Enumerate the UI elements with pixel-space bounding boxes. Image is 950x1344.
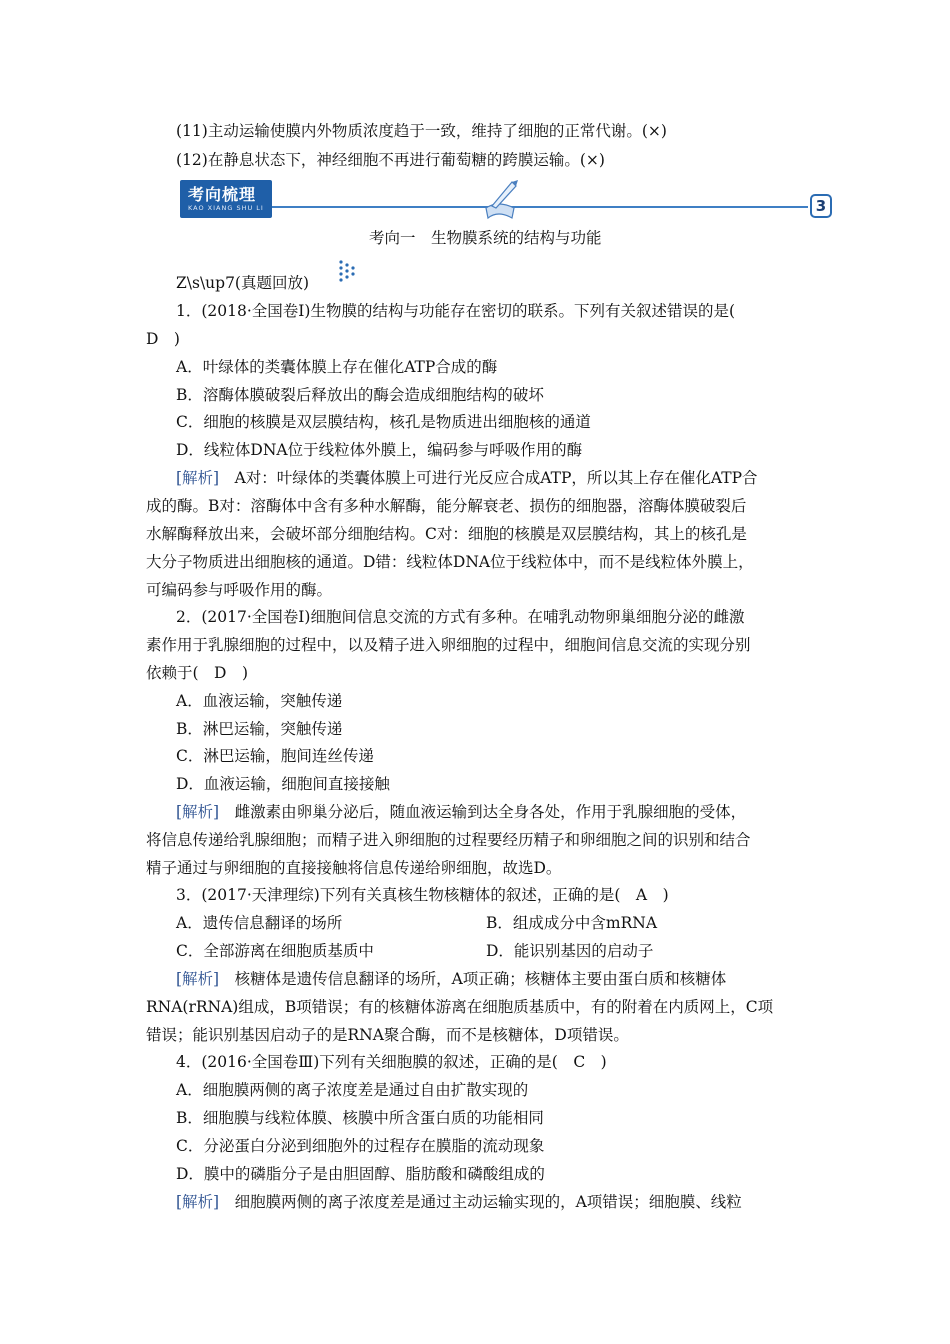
q3-explanation-line3: 错误；能识别基因启动子的是RNA聚合酶，而不是核糖体，D项错误。 xyxy=(146,1026,629,1044)
q4-explanation-line1: [解析] 细胞膜两侧的离子浓度差是通过主动运输实现的，A项错误；细胞膜、线粒 xyxy=(176,1193,742,1211)
chevron-dots-icon xyxy=(337,258,359,284)
section-heading: 考向一 生物膜系统的结构与功能 xyxy=(369,229,602,247)
q1-explanation-line4: 大分子物质进出细胞核的通道。D错：线粒体DNA位于线粒体中，而不是线粒体外膜上， xyxy=(146,553,754,571)
explanation-tag: [解析] xyxy=(176,469,220,487)
q3-option-b: B．组成成分中含mRNA xyxy=(486,914,658,932)
banner-title-box xyxy=(180,180,272,218)
explanation-tag: [解析] xyxy=(176,970,220,988)
banner-number: 3 xyxy=(810,194,832,218)
q2-explanation-line3: 精子通过与卵细胞的直接接触将信息传递给卵细胞，故选D。 xyxy=(146,859,562,877)
q1-explanation-line5: 可编码参与呼吸作用的酶。 xyxy=(146,581,333,599)
q1-explanation-line1: [解析] A对：叶绿体的类囊体膜上可进行光反应合成ATP，所以其上存在催化ATP合 xyxy=(176,469,758,487)
q2-option-b: B．淋巴运输，突触传递 xyxy=(176,720,343,738)
banner-pinyin: KAO XIANG SHU LI xyxy=(188,204,264,212)
q3-option-d: D．能识别基因的启动子 xyxy=(486,942,654,960)
q4-option-c: C．分泌蛋白分泌到细胞外的过程存在膜脂的流动现象 xyxy=(176,1137,545,1155)
q1-option-d: D．线粒体DNA位于线粒体外膜上，编码参与呼吸作用的酶 xyxy=(176,441,583,459)
q2-explanation-line1: [解析] 雌激素由卵巢分泌后，随血液运输到达全身各处，作用于乳腺细胞的受体， xyxy=(176,803,747,821)
q2-option-d: D．血液运输，细胞间直接接触 xyxy=(176,775,390,793)
q4-option-d: D．膜中的磷脂分子是由胆固醇、脂肪酸和磷酸组成的 xyxy=(176,1165,545,1183)
q2-option-a: A．血液运输，突触传递 xyxy=(176,692,343,710)
q3-explanation-line2: RNA(rRNA)组成，B项错误；有的核糖体游离在细胞质基质中，有的附着在内质网上，C项 xyxy=(146,998,774,1016)
q1-stem-line2: D ) xyxy=(146,330,180,348)
q3-option-c: C．全部游离在细胞质基质中 xyxy=(176,942,374,960)
statement-11: (11)主动运输使膜内外物质浓度趋于一致，维持了细胞的正常代谢。(×) xyxy=(176,122,667,140)
q1-stem-line1: 1．(2018·全国卷Ⅰ)生物膜的结构与功能存在密切的联系。下列有关叙述错误的是( xyxy=(176,302,736,320)
explanation-tag: [解析] xyxy=(176,1193,220,1211)
q2-stem-line1: 2．(2017·全国卷Ⅰ)细胞间信息交流的方式有多种。在哺乳动物卵巢细胞分泌的雌激 xyxy=(176,608,745,626)
q1-option-a: A．叶绿体的类囊体膜上存在催化ATP合成的酶 xyxy=(176,358,498,376)
q3-stem: 3．(2017·天津理综)下列有关真核生物核糖体的叙述，正确的是( A ) xyxy=(176,886,669,904)
statement-12: (12)在静息状态下，神经细胞不再进行葡萄糖的跨膜运输。(×) xyxy=(176,151,605,169)
q2-explanation-line2: 将信息传递给乳腺细胞；而精子进入卵细胞的过程要经历精子和卵细胞之间的识别和结合 xyxy=(146,831,751,849)
q4-option-b: B．细胞膜与线粒体膜、核膜中所含蛋白质的功能相同 xyxy=(176,1109,544,1127)
q1-option-c: C．细胞的核膜是双层膜结构，核孔是物质进出细胞核的通道 xyxy=(176,413,591,431)
q4-option-a: A．细胞膜两侧的离子浓度差是通过自由扩散实现的 xyxy=(176,1081,529,1099)
banner-title: 考向梳理 xyxy=(188,185,257,204)
q4-stem: 4．(2016·全国卷Ⅲ)下列有关细胞膜的叙述，正确的是( C ) xyxy=(176,1053,607,1071)
q1-explanation-line3: 水解酶释放出来，会破坏部分细胞结构。C对：细胞的核膜是双层膜结构，其上的核孔是 xyxy=(146,525,747,543)
q2-stem-line3: 依赖于( D ) xyxy=(146,664,249,682)
quill-scroll-icon xyxy=(478,178,526,222)
q3-option-a: A．遗传信息翻译的场所 xyxy=(176,914,343,932)
q1-option-b: B．溶酶体膜破裂后释放出的酶会造成细胞结构的破坏 xyxy=(176,386,544,404)
section-label: Z\s\up7(真题回放) xyxy=(176,274,310,292)
q2-option-c: C．淋巴运输，胞间连丝传递 xyxy=(176,747,374,765)
explanation-tag: [解析] xyxy=(176,803,220,821)
banner-rule xyxy=(272,206,808,208)
q1-explanation-line2: 成的酶。B对：溶酶体中含有多种水解酶，能分解衰老、损伤的细胞器，溶酶体膜破裂后 xyxy=(146,497,747,515)
q2-stem-line2: 素作用于乳腺细胞的过程中，以及精子进入卵细胞的过程中，细胞间信息交流的实现分别 xyxy=(146,636,751,654)
section-banner xyxy=(180,180,840,222)
q3-explanation-line1: [解析] 核糖体是遗传信息翻译的场所，A项正确；核糖体主要由蛋白质和核糖体 xyxy=(176,970,727,988)
